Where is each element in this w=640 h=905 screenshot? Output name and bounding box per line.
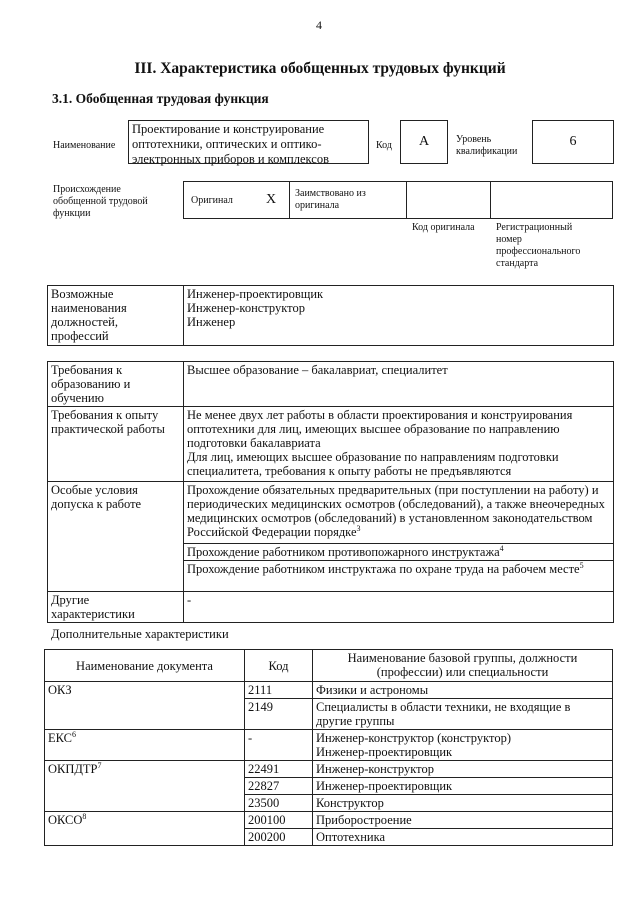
code-cell: 22827 bbox=[245, 778, 313, 795]
code-cell: 22491 bbox=[245, 761, 313, 778]
name-label: Наименование bbox=[53, 140, 116, 151]
group-name-cell: Приборостроение bbox=[313, 812, 613, 829]
positions-label: Возможные наименования должностей, профессий bbox=[48, 286, 184, 346]
doc-okpdtr: ОКПДТР$^7$ bbox=[45, 761, 245, 812]
header-group-name: Наименование базовой группы, должности (профессии) или специальности bbox=[313, 650, 613, 682]
original-mark: Х bbox=[266, 192, 277, 207]
education-label: Требования к образованию и обучению bbox=[48, 362, 184, 407]
function-name: Проектирование и конструирование оптотехники, оптических и оптико- электронных приборов и комплексов bbox=[132, 122, 329, 166]
origin-label: Происхождение обобщенной трудовой функции bbox=[53, 184, 148, 219]
code-cell: 2149 bbox=[245, 699, 313, 730]
other-characteristics-value: - bbox=[184, 592, 614, 623]
group-name-cell: Инженер-конструктор bbox=[313, 761, 613, 778]
education-value: Высшее образование – бакалавриат, специалитет bbox=[184, 362, 614, 407]
additional-title: Дополнительные характеристики bbox=[51, 627, 229, 641]
group-name-cell: Оптотехника bbox=[313, 829, 613, 846]
medical-exam-condition: Прохождение обязательных предварительных (при поступлении на работу) и периодических медицинских осмотров (обследований), а также внеочередных медицинских осмотров (обследований) в установленном законодательством Российской Федерации порядке$^3$ bbox=[184, 482, 614, 544]
group-name-cell: Физики и астрономы bbox=[313, 682, 613, 699]
reg-number-label: Регистрационный номер профессионального стандарта bbox=[496, 222, 581, 269]
additional-table bbox=[44, 649, 613, 846]
code-value: А bbox=[400, 120, 448, 164]
experience-value: Не менее двух лет работы в области проектирования и конструирования оптотехники для лиц, имеющих высшее образование по направлению подготовки бакалавриата Для лиц, имеющих высшее образование по направлениям подготовки специалитета, требования к опыту работы не предъявляются bbox=[184, 407, 614, 482]
original-label: Оригинал bbox=[191, 195, 233, 206]
subsection-title: 3.1. Обобщенная трудовая функция bbox=[52, 91, 269, 106]
code-cell: 2111 bbox=[245, 682, 313, 699]
code-label: Код bbox=[376, 140, 392, 151]
function-name-box bbox=[128, 120, 369, 164]
doc-okz: ОКЗ bbox=[45, 682, 245, 730]
header-code: Код bbox=[245, 650, 313, 682]
experience-label: Требования к опыту практической работы bbox=[48, 407, 184, 482]
header-document: Наименование документа bbox=[45, 650, 245, 682]
level-value: 6 bbox=[532, 120, 614, 164]
code-cell: 200200 bbox=[245, 829, 313, 846]
code-cell: 23500 bbox=[245, 795, 313, 812]
code-original-label: Код оригинала bbox=[412, 222, 475, 233]
doc-eks: ЕКС$^6$ bbox=[45, 730, 245, 761]
group-name-cell: Специалисты в области техники, не входящие в другие группы bbox=[313, 699, 613, 730]
borrowed-label: Заимствовано из оригинала bbox=[295, 188, 366, 211]
fire-safety-condition: Прохождение работником противопожарного инструктажа$^4$ bbox=[184, 544, 614, 561]
group-name-cell: Инженер-проектировщик bbox=[313, 778, 613, 795]
positions-table bbox=[47, 285, 614, 346]
labor-safety-condition: Прохождение работником инструктажа по охране труда на рабочем месте$^5$ bbox=[184, 561, 614, 592]
origin-table bbox=[183, 181, 613, 219]
requirements-table bbox=[47, 361, 614, 623]
group-name-cell: Инженер-конструктор (конструктор) Инженер-проектировщик bbox=[313, 730, 613, 761]
group-name-cell: Конструктор bbox=[313, 795, 613, 812]
page-number: 4 bbox=[316, 18, 322, 32]
code-cell: 200100 bbox=[245, 812, 313, 829]
section-title: III. Характеристика обобщенных трудовых функций bbox=[134, 60, 506, 77]
doc-okso: ОКСО$^8$ bbox=[45, 812, 245, 846]
positions-values: Инженер-проектировщик Инженер-конструктор Инженер bbox=[184, 286, 614, 346]
level-label: Уровень квалификации bbox=[456, 134, 518, 157]
code-cell: - bbox=[245, 730, 313, 761]
other-characteristics-label: Другие характеристики bbox=[48, 592, 184, 623]
special-conditions-label: Особые условия допуска к работе bbox=[48, 482, 184, 592]
